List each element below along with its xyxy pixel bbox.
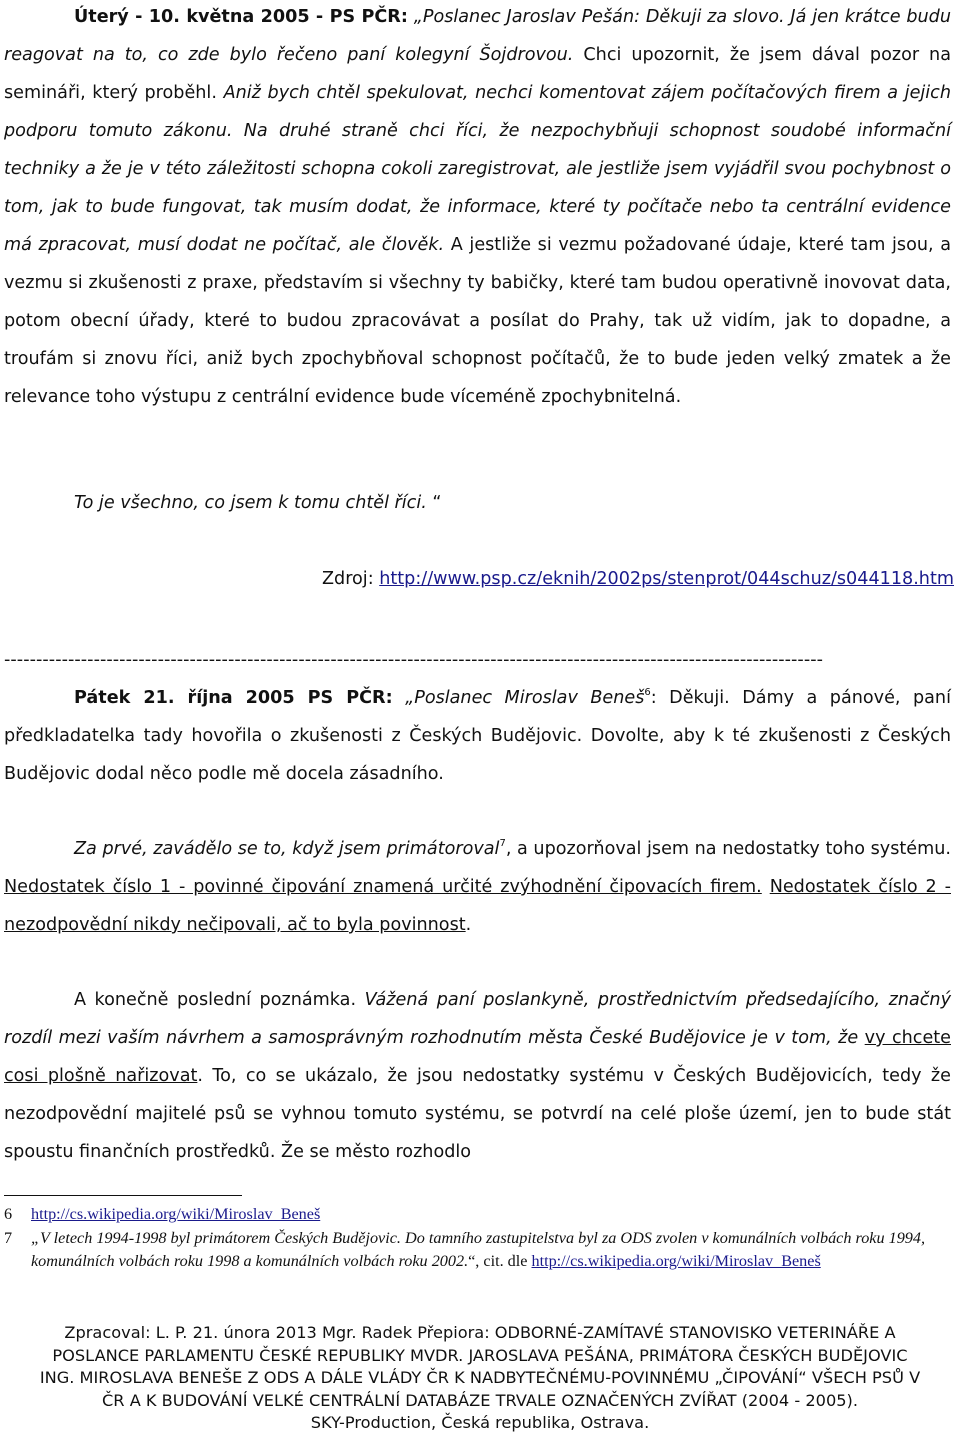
speech-text: Já jen krátce budu reagovat na to, co zde bylo řečeno paní kolegyní Šojdrovou.	[4, 7, 951, 65]
footer-line: ČR A K BUDOVÁNÍ VELKÉ CENTRÁLNÍ DATABÁZE TRVALE OZNAČENÝCH ZVÍŘAT (2004 - 2005).	[102, 1390, 858, 1410]
footnote-number: 6	[4, 1205, 13, 1223]
footer-line: Zpracoval: L. P. 21. února 2013 Mgr. Radek Přepiora: ODBORNÉ-ZAMÍTAVÉ STANOVISKO VETERINÁŘE A	[64, 1323, 896, 1342]
speaker-benes: „Poslanec Miroslav Beneš	[392, 688, 645, 708]
closing-quote: “	[426, 493, 442, 513]
paragraph-shortcomings	[4, 830, 951, 944]
spacer	[762, 877, 770, 897]
page-footer	[0, 1322, 960, 1435]
footnote-quote: „V letech 1994-1998 byl primátorem Českých Budějovic. Do tamního zastupitelstva byl za ODS zvolen v komunálních volbách roku 1994, komunálních volbách roku 1998 a komunálních volbách roku 2002.	[31, 1228, 926, 1270]
footnote-7	[4, 1227, 951, 1274]
footnote-number: 7	[4, 1228, 13, 1247]
footnote-6	[4, 1203, 951, 1227]
paragraph-final-note	[4, 981, 951, 1171]
footnotes	[4, 1203, 951, 1274]
paragraph-pesan-closing	[4, 484, 951, 522]
underlined-phrase: vy chcete cosi plošně nařizovat	[4, 1028, 951, 1086]
footer-line: SKY-Production, Česká republika, Ostrava.	[310, 1413, 650, 1433]
speech-text: Na druhé straně chci říci, že nezpochybňuji schopnost soudobé informační techniky a že je v této záležitosti schopna cokoli zaregistrovat, ale jestliže jsem vyjádřil svou pochybnost o tom, jak to bude fungovat, tak musím dodat, že informace, které ty počítače nebo ta centrální evidence má zpracovat, musí dodat ne počítač, ale člověk.	[4, 121, 951, 255]
footnote-ref-7[interactable]: 7	[499, 838, 506, 849]
paragraph-benes-speech	[4, 679, 951, 793]
footer-line: ING. MIROSLAVA BENEŠE Z ODS A DÁLE VLÁDY ČR K NADBYTEČNÉMU-POVINNÉMU „ČIPOVÁNÍ“ VŠECH PSŮ V	[39, 1368, 921, 1388]
footnote-ref-6[interactable]: 6	[644, 687, 651, 698]
speech-text: : Děkuji. Dámy a pánové, paní předkladatelka tady hovořila o zkušenosti z Českých Budějovic. Dovolte, aby k té zkušenosti z Českých Budějovic dodal něco podle mě docela zásadního.	[4, 688, 951, 784]
footnote-link[interactable]: http://cs.wikipedia.org/wiki/Miroslav_Beneš	[31, 1205, 321, 1223]
speech-text: Aniž bych chtěl spekulovat, nechci komentovat zájem počítačových firem a jejich podporu tomuto zákonu.	[4, 83, 951, 141]
dashed-separator: --------------------------------------------------------------------------------------------------------------------------------	[4, 650, 824, 670]
paragraph-pesan-speech	[4, 0, 951, 416]
footnote-divider	[4, 1195, 242, 1196]
closing-text: To je všechno, co jsem k tomu chtěl říci.	[74, 493, 427, 513]
speech-text: . To, co se ukázalo, že jsou nedostatky systému v Českých Budějovicích, tedy že nezodpovědní majitelé psů se vyhnou tomuto systému, se potvrdí na celé ploše území, jen to bude stát spoustu finančních prostředků. Že se město rozhodlo	[4, 1066, 951, 1162]
speech-text: A konečně poslední poznámka.	[74, 990, 357, 1010]
speech-text: Za prvé, zavádělo se to, když jsem primátoroval	[74, 839, 500, 859]
source-line	[0, 560, 954, 598]
source-link[interactable]: http://www.psp.cz/eknih/2002ps/stenprot/044schuz/s044118.htm	[379, 569, 954, 589]
footnote-cite: “, cit. dle	[468, 1252, 532, 1270]
footer-line: POSLANCE PARLAMENTU ČESKÉ REPUBLIKY MVDR. JAROSLAVA PEŠÁNA, PRIMÁTORA ČESKÝCH BUDĚJOVIC	[52, 1345, 908, 1365]
speech-text: Vážená paní poslankyně, prostřednictvím předsedajícího, značný rozdíl mezi vaším návrhem a samosprávným rozhodnutím města České Budějovice je v tom, že	[4, 990, 951, 1048]
shortcoming-2: Nedostatek číslo 2 - nezodpovědní nikdy nečipovali, ač to byla povinnost	[4, 877, 951, 935]
speech-text: A jestliže si vezmu požadované údaje, které tam jsou, a vezmu si zkušenosti z praxe, představím si všechny ty babičky, které tam budou operativně inovovat data, potom obecní úřady, které to budou zpracovávat a posílat do Prahy, tak už vidím, jak to dopadne, a troufám si znovu říci, aniž bych zpochybňoval schopnost počítačů, že to bude jeden velký zmatek a že relevance toho výstupu z centrální evidence bude víceméně zpochybnitelná.	[4, 235, 951, 407]
footnote-link[interactable]: http://cs.wikipedia.org/wiki/Miroslav_Beneš	[531, 1252, 821, 1270]
speech-date-1: Úterý - 10. května 2005 - PS PČR:	[74, 7, 408, 27]
shortcoming-1: Nedostatek číslo 1 - povinné čipování znamená určité zvýhodnění čipovacích firem.	[4, 877, 762, 897]
speech-text: .	[465, 915, 472, 935]
speaker-pesan: „Poslanec Jaroslav Pešán: Děkuji za slovo.	[413, 7, 785, 27]
source-label: Zdroj:	[321, 569, 380, 589]
speech-text: Chci upozornit, že jsem dával pozor na semináři, který proběhl.	[4, 45, 951, 103]
speech-text: , a upozorňoval jsem na nedostatky toho systému.	[505, 839, 951, 859]
speech-date-2: Pátek 21. října 2005 PS PČR:	[74, 688, 393, 708]
